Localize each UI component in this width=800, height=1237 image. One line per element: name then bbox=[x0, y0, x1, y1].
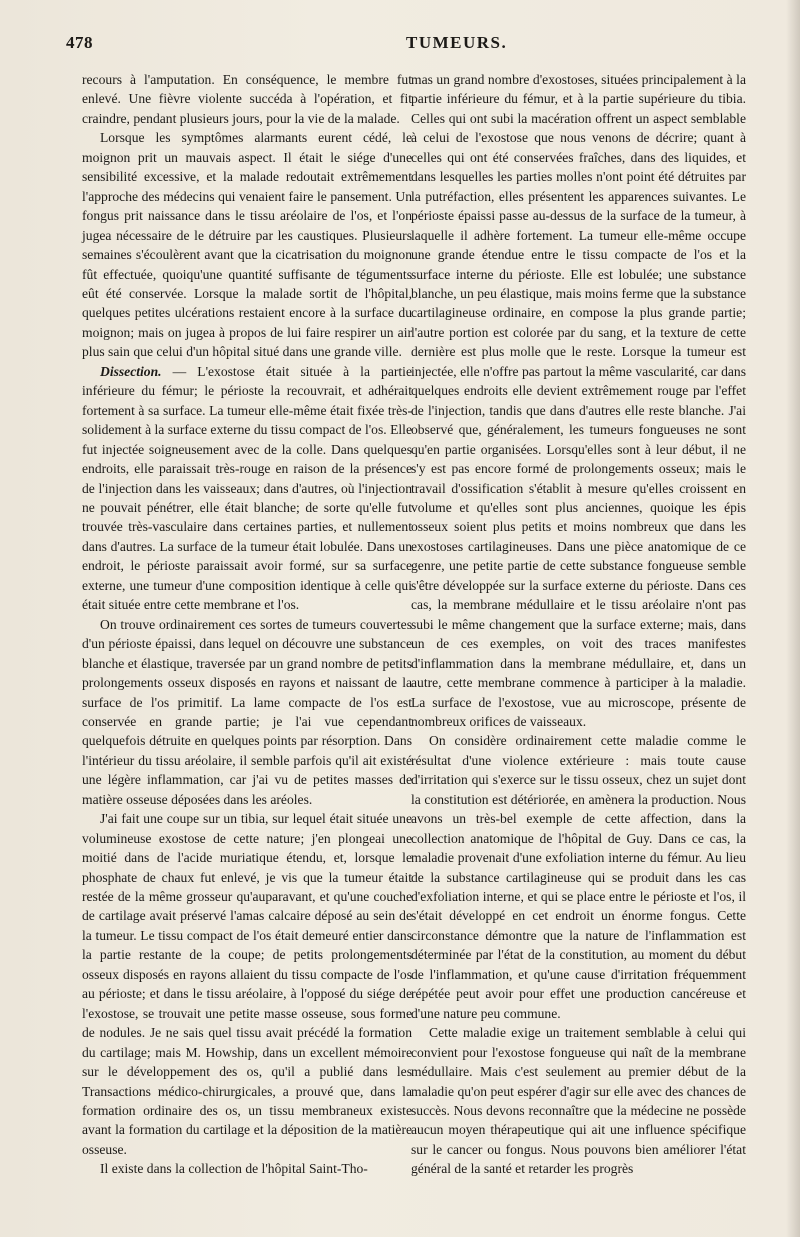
page-edge-shadow bbox=[786, 0, 800, 1237]
paragraph: On considère ordinairement cette maladie comme le résultat d'une violence extérieure : mais toute cause d'irritation qui s'exerce sur le tissu osseux, chez un sujet dont la constitution est détériorée, en amènera la production. Nous avons un très-bel exemple de cette affection, dans la collection anatomique de l'hôpital de Guy. Dans ce cas, la maladie provenait d'une exfoliation interne du fémur. Au lieu de la substance cartilagineuse qui se produit dans les cas d'exfoliation interne, et qui se place entre le périoste et l'os, il s'était développé en cet endroit un énorme fongus. Cette circonstance démontre que la nature de l'inflammation est déterminée par l'état de la constitution, au moment du début de l'inflammation, et qu'une cause d'irritation fréquemment répétée peut avoir pour effet une production cancéreuse et d'une nature peu commune. bbox=[411, 733, 746, 1021]
page-number: 478 bbox=[66, 33, 93, 52]
page-header bbox=[66, 33, 766, 55]
section-title: Dissection. bbox=[100, 363, 162, 379]
paragraph: Cette maladie exige un traitement semblable à celui qui convient pour l'exostose fongueuse qui naît de la membrane médullaire. Mais c'est seulement au premier début de la maladie qu'on peut espérer d'agir sur elle avec des chances de succès. Nous devons reconnaître que la médecine ne possède aucun moyen thérapeutique qui ait une influence spécifique sur le cancer ou fongus. Nous pouvons bien améliorer l'état général de la santé et retarder les progrès bbox=[411, 1025, 746, 1177]
right-column bbox=[411, 70, 746, 1179]
paragraph-text: — L'exostose était située à la partie inférieure du fémur; le périoste la recouvrait, et adhérait fortement à sa surface. La tumeur elle-même était fixée très-solidement à la surface externe du tissu compact de l'os. Elle fut injectée soigneusement avec de la colle. Dans quelques endroits, elle paraissait très-rouge en raison de la présence de l'injection dans les vaisseaux; dans d'autres, où l'injection ne pouvait pénétrer, elle était blanche; de sorte qu'elle fut trouvée très-vasculaire dans certaines parties, et nullement dans d'autres. La surface de la tumeur était lobulée. Dans un endroit, le périoste paraissait avoir formé, sur sa surface externe, une tumeur d'une composition identique à celle qui était située entre cette membrane et l'os. bbox=[82, 363, 412, 613]
paragraph: Il existe dans la collection de l'hôpital Saint-Tho- bbox=[100, 1161, 368, 1177]
running-title: TUMEURS. bbox=[406, 33, 508, 52]
paragraph: Lorsque les symptômes alarmants eurent cédé, le moignon prit un mauvais aspect. Il était le siége d'une sensibilité excessive, et la malade redoutait extrêmement l'approche des médecins qui venaient faire le pansement. Un fongus prit naissance dans le tissu aréolaire de l'os, et l'on jugea nécessaire de le détruire par les caustiques. Plusieurs semaines s'écoulèrent avant que la cicatrisation du moignon fût effectuée, quoiqu'une quantité suffisante de téguments eût été conservée. Lorsque la malade sortit de l'hôpital, quelques petites ulcérations restaient encore à la surface du moignon; mais on jugea à propos de lui faire respirer un air plus sain que celui d'un hôpital situé dans une grande ville. bbox=[82, 130, 412, 360]
paragraph: On trouve ordinairement ces sortes de tumeurs couvertes d'un périoste épaissi, dans lequel on découvre une substance blanche et élastique, traversée par un grand nombre de petits prolongements osseux disposés en rayons et naissant de la surface de l'os primitif. La lame compacte de l'os est conservée en grande partie; je l'ai vue cependant quelquefois détruite en quelques points par résorption. Dans l'intérieur du tissu aréolaire, il semble parfois qu'il ait existé une légère inflammation, car j'ai vu de petites masses de matière osseuse déposées dans les aréoles. bbox=[82, 616, 412, 807]
paragraph: recours à l'amputation. En conséquence, le membre fut enlevé. Une fièvre violente succéda à l'opération, et fit craindre, pendant plusieurs jours, pour la vie de la malade. bbox=[82, 72, 412, 126]
left-column bbox=[82, 70, 412, 1179]
paragraph: mas un grand nombre d'exostoses, situées principalement à la partie inférieure du fémur, et à la partie supérieure du tibia. Celles qui ont subi la macération offrent un aspect semblable à celui de l'exostose que nous venons de décrire; quant à celles qui ont été conservées fraîches, dans des liquides, et dans lesquelles les parties molles n'ont point été détruites par la putréfaction, elles présentent les apparences suivantes. Le périoste épaissi passe au-dessus de la surface de la tumeur, à laquelle il adhère fortement. La tumeur elle-même occupe une grande étendue entre le tissu compacte de l'os et la surface interne du périoste. Elle est lobulée; une substance blanche, un peu élastique, mais moins ferme que la substance cartilagineuse ordinaire, en compose la plus grande partie; l'autre portion est colorée par du sang, et la texture de cette dernière est plus molle que le reste. Lorsque la tumeur est injectée, elle n'offre pas partout la même vascularité, car dans quelques endroits elle devient extrêmement rouge par l'effet de l'injection, tandis que dans d'autres elle reste blanche. J'ai observé que, généralement, les tumeurs fongueuses ne sont qu'en partie organisées. Lorsqu'elles sont à leur début, il ne s'y est pas encore formé de prolongements osseux; mais le travail d'ossification s'établit à mesure qu'elles croissent en volume et qu'elles sont plus anciennes, quoique les épis osseux soient plus petits et moins nombreux que dans les exostoses cartilagineuses. Dans une pièce anatomique de ce genre, une petite partie de cette substance fongueuse semble s'être développée sur la surface externe du périoste. Dans ces cas, la membrane médullaire et le tissu aréolaire n'ont pas subi le même changement que la surface externe; mais, dans un de ces exemples, on voit des traces manifestes d'inflammation dans la membrane médullaire, et, dans un autre, cette membrane commence à participer à la maladie. La surface de l'exostose, vue au microscope, présente de nombreux orifices de vaisseaux. bbox=[411, 72, 746, 729]
paragraph: J'ai fait une coupe sur un tibia, sur lequel était située une volumineuse exostose de cette nature; j'en plongeai une moitié dans de l'acide muriatique étendu, et, lorsque le phosphate de chaux fut enlevé, je vis que la tumeur était restée de la même grosseur qu'auparavant, et qu'une couche de cartilage avait préservé l'amas calcaire déposé au sein de la tumeur. Le tissu compact de l'os était demeuré entier dans la partie restante de la coupe; de petits prolongements osseux disposés en rayons allaient du tissu compacte de l'os au périoste; et dans le tissu aréolaire, à l'opposé du siége de l'exostose, se trouvait une petite masse osseuse, sous forme de nodules. Je ne sais quel tissu avait précédé la formation du cartilage; mais M. Howship, dans un excellent mémoire sur le développement des os, qu'il a publié dans les Transactions médico-chirurgicales, a prouvé que, dans la formation ordinaire des os, un tissu membraneux existe avant la formation du cartilage et la déposition de la matière osseuse. bbox=[82, 811, 412, 1157]
paragraph-dissection bbox=[82, 362, 412, 615]
